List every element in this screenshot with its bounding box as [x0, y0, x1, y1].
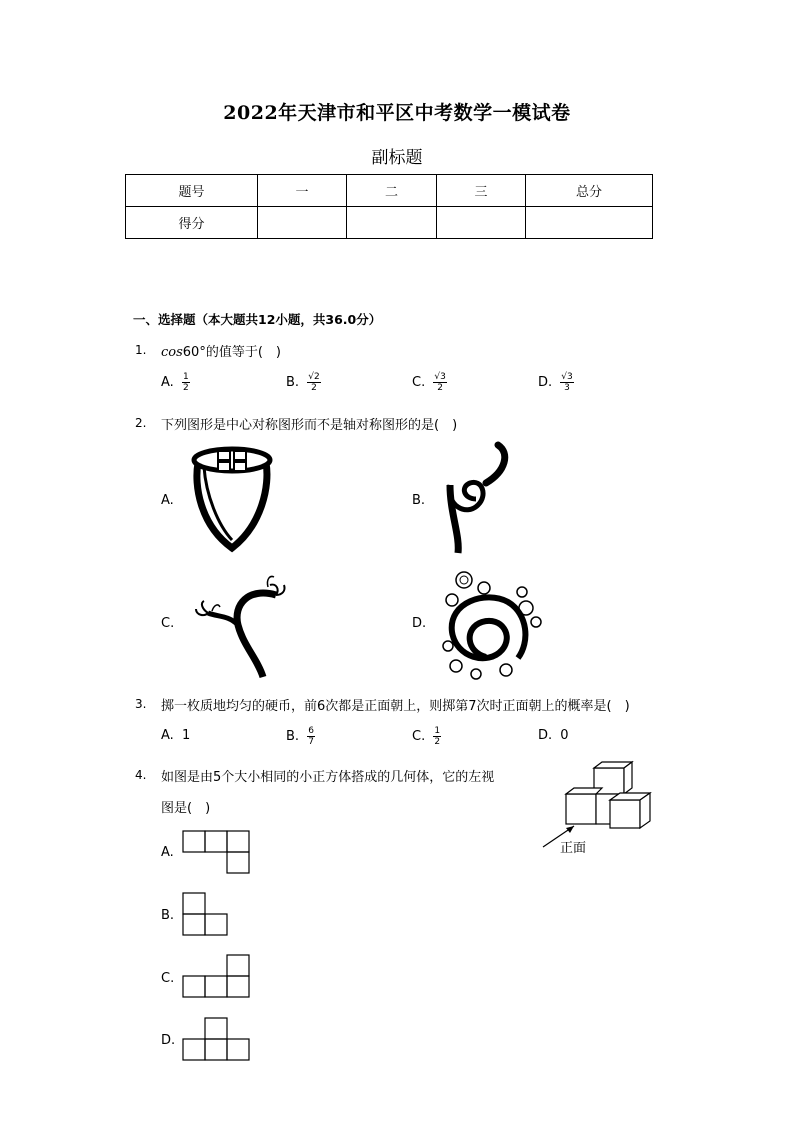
- front-label: 正面: [560, 841, 587, 856]
- question-text-rest: 60°的值等于( ): [182, 345, 281, 360]
- fraction-numerator: √3: [561, 372, 573, 382]
- cos-function: cos: [161, 345, 183, 360]
- score-header-cell: 总分: [526, 175, 653, 207]
- fraction-numerator: 1: [182, 372, 189, 382]
- option-label: D.: [538, 728, 553, 743]
- option-a[interactable]: A.: [161, 493, 174, 508]
- option-b[interactable]: B.: [161, 908, 175, 923]
- fraction: [560, 372, 573, 393]
- question-text-line2: 图是( ): [161, 801, 211, 816]
- fraction-denominator: 2: [311, 383, 317, 393]
- option-label: A.: [161, 375, 174, 390]
- section-heading: 一、选择题（本大题共12小题，共36.0分）: [133, 312, 382, 327]
- fraction-numerator: 6: [308, 726, 314, 736]
- option-c[interactable]: [412, 372, 447, 393]
- fraction-denominator: 2: [437, 383, 443, 393]
- fraction-denominator: 2: [182, 383, 189, 393]
- option-a[interactable]: A.: [161, 845, 174, 860]
- page-title: 2022年天津市和平区中考数学一模试卷: [223, 102, 571, 124]
- option-value: 1: [181, 728, 191, 743]
- view-option-a: [182, 830, 252, 876]
- option-a[interactable]: [161, 372, 190, 393]
- question-text: 掷一枚质地均匀的硬币，前6次都是正面朝上，则掷第7次时正面朝上的概率是( ): [161, 699, 630, 714]
- option-c[interactable]: C.: [161, 971, 175, 986]
- page-subtitle: 副标题: [371, 148, 423, 168]
- cube-solid-figure: [540, 760, 665, 855]
- option-label: B.: [286, 729, 300, 744]
- option-label: C.: [412, 375, 426, 390]
- view-option-c: [182, 954, 252, 1000]
- fraction-numerator: √3: [434, 372, 446, 382]
- option-d[interactable]: [538, 372, 574, 393]
- view-option-b: [182, 892, 232, 938]
- figure-option-b: [436, 443, 516, 555]
- option-d[interactable]: [538, 728, 569, 743]
- score-cell: [258, 207, 347, 239]
- fraction-denominator: 3: [564, 383, 570, 393]
- question-number: 3.: [135, 697, 147, 711]
- score-header-cell: 三: [437, 175, 526, 207]
- score-header-cell: 题号: [126, 175, 258, 207]
- option-value: 0: [560, 728, 569, 743]
- fraction: [307, 372, 320, 393]
- fraction-numerator: 1: [434, 726, 441, 736]
- score-cell: [347, 207, 437, 239]
- option-c[interactable]: C.: [161, 616, 175, 631]
- question-text: 下列图形是中心对称图形而不是轴对称图形的是( ): [161, 418, 458, 433]
- option-b[interactable]: B.: [412, 493, 426, 508]
- score-table-header-row: [126, 175, 653, 207]
- option-d[interactable]: D.: [161, 1033, 176, 1048]
- figure-option-d: [436, 562, 546, 682]
- fraction: [182, 372, 190, 393]
- option-a[interactable]: [161, 728, 190, 743]
- score-header-cell: 二: [347, 175, 437, 207]
- option-label: C.: [412, 729, 426, 744]
- score-header-cell: 一: [258, 175, 347, 207]
- fraction-denominator: 7: [308, 737, 314, 747]
- question-number: 2.: [135, 416, 147, 430]
- fraction: [433, 726, 441, 747]
- figure-option-c: [188, 565, 288, 680]
- question-text-line1: 如图是由5个大小相同的小正方体搭成的几何体，它的左视: [161, 770, 495, 785]
- option-label: A.: [161, 728, 174, 743]
- score-cell: [526, 207, 653, 239]
- option-label: D.: [538, 375, 553, 390]
- view-option-d: [182, 1017, 252, 1063]
- figure-option-a: [190, 445, 275, 553]
- option-label: B.: [286, 375, 300, 390]
- score-table-score-row: [126, 207, 653, 239]
- score-row-label: 得分: [126, 207, 258, 239]
- fraction-numerator: √2: [308, 372, 320, 382]
- fraction: [433, 372, 446, 393]
- option-c[interactable]: [412, 726, 441, 747]
- score-cell: [437, 207, 526, 239]
- option-d[interactable]: D.: [412, 616, 427, 631]
- score-table: [125, 174, 653, 239]
- fraction: [307, 726, 315, 747]
- option-b[interactable]: [286, 372, 321, 393]
- question-number: 4.: [135, 768, 147, 782]
- question-number: 1.: [135, 343, 147, 357]
- fraction-denominator: 2: [434, 737, 441, 747]
- option-b[interactable]: [286, 726, 315, 747]
- question-text: [161, 341, 281, 360]
